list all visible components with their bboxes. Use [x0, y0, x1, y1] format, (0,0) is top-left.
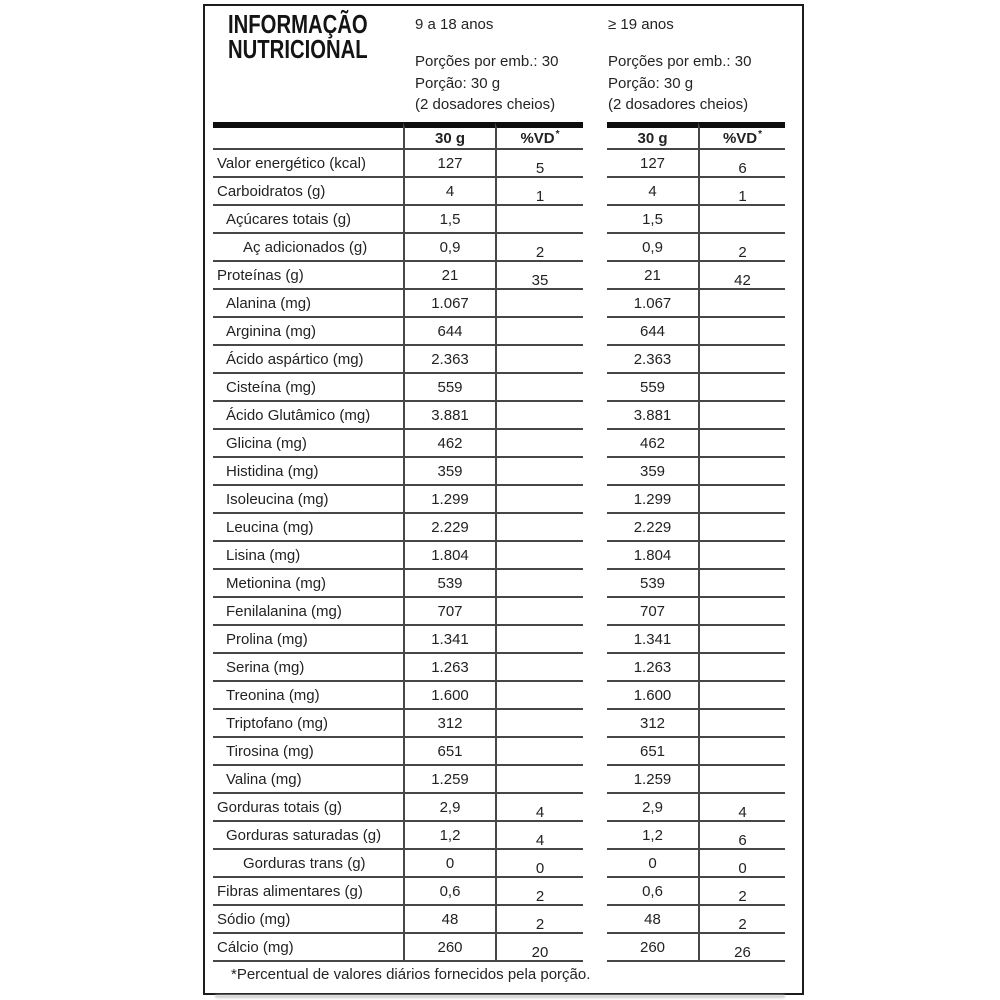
nutrient-label-cell: Triptofano (mg) [213, 710, 403, 738]
vd-cell-19plus [698, 150, 785, 178]
vd-value: 0 [738, 859, 747, 877]
amount-cell-19plus: 1.600 [607, 682, 698, 710]
amount-column-header-19plus: 30 g [607, 122, 698, 150]
vd-cell-19plus [698, 710, 785, 738]
vd-value: 4 [738, 803, 747, 821]
amount-cell-19plus: 1.299 [607, 486, 698, 514]
vd-cell-9-18 [495, 514, 583, 542]
table-row [205, 318, 802, 346]
column-gap [583, 290, 607, 318]
vd-value: 2 [535, 887, 545, 905]
amount-column-header-9-18: 30 g [403, 122, 495, 150]
nutrient-label-cell: Açúcares totais (g) [213, 206, 403, 234]
table-row [205, 346, 802, 374]
amount-cell-9-18: 359 [403, 458, 495, 486]
vd-cell-9-18 [495, 906, 583, 934]
vd-cell-9-18 [495, 766, 583, 794]
column-gap [583, 598, 607, 626]
table-row [205, 542, 802, 570]
amount-cell-9-18: 1.263 [403, 654, 495, 682]
nutrient-label-cell: Ácido Glutâmico (mg) [213, 402, 403, 430]
vd-value: 2 [738, 887, 747, 905]
nutrient-label-cell: Leucina (mg) [213, 514, 403, 542]
serving-info-19plus [608, 51, 751, 116]
vd-cell-9-18 [495, 878, 583, 906]
vd-cell-9-18 [495, 234, 583, 262]
vd-cell-9-18 [495, 850, 583, 878]
column-gap [583, 626, 607, 654]
amount-cell-9-18: 1.067 [403, 290, 495, 318]
scan-artifact-line [215, 995, 785, 998]
nutrient-label-cell: Arginina (mg) [213, 318, 403, 346]
column-gap [583, 486, 607, 514]
amount-cell-9-18: 48 [403, 906, 495, 934]
vd-cell-9-18 [495, 542, 583, 570]
vd-cell-19plus [698, 934, 785, 962]
vd-cell-9-18 [495, 318, 583, 346]
vd-cell-19plus [698, 570, 785, 598]
table-row [205, 178, 802, 206]
vd-cell-9-18 [495, 794, 583, 822]
table-row [205, 206, 802, 234]
vd-cell-19plus [698, 374, 785, 402]
amount-cell-19plus: 707 [607, 598, 698, 626]
scoops-note: (2 dosadores cheios) [415, 96, 556, 113]
column-gap [583, 346, 607, 374]
vd-cell-19plus [698, 290, 785, 318]
amount-cell-9-18: 559 [403, 374, 495, 402]
amount-cell-9-18: 707 [403, 598, 495, 626]
column-gap [583, 794, 607, 822]
vd-cell-9-18 [495, 346, 583, 374]
column-gap [583, 710, 607, 738]
nutrient-label-cell: Gorduras totais (g) [213, 794, 403, 822]
nutrient-label-cell: Sódio (mg) [213, 906, 403, 934]
amount-cell-19plus: 0 [607, 850, 698, 878]
column-gap [583, 542, 607, 570]
age-group-label-9-18: 9 a 18 anos [415, 16, 494, 33]
amount-cell-9-18: 1,5 [403, 206, 495, 234]
vd-cell-19plus [698, 430, 785, 458]
vd-cell-9-18 [495, 682, 583, 710]
vd-value: 26 [734, 943, 751, 961]
nutrient-label-cell: Gorduras trans (g) [213, 850, 403, 878]
table-row [205, 290, 802, 318]
amount-cell-9-18: 2.229 [403, 514, 495, 542]
vd-cell-19plus [698, 262, 785, 290]
nutrient-label-cell: Metionina (mg) [213, 570, 403, 598]
column-gap [583, 374, 607, 402]
column-gap [583, 234, 607, 262]
table-row [205, 710, 802, 738]
column-gap [583, 682, 607, 710]
amount-cell-19plus: 1.341 [607, 626, 698, 654]
amount-cell-9-18: 1.259 [403, 766, 495, 794]
vd-cell-9-18 [495, 430, 583, 458]
vd-cell-9-18 [495, 710, 583, 738]
vd-cell-9-18 [495, 402, 583, 430]
table-row [205, 934, 802, 962]
table-header-row [205, 122, 802, 150]
amount-cell-19plus: 539 [607, 570, 698, 598]
vd-cell-9-18 [495, 458, 583, 486]
amount-cell-19plus: 0,6 [607, 878, 698, 906]
amount-cell-19plus: 651 [607, 738, 698, 766]
amount-cell-9-18: 0,6 [403, 878, 495, 906]
column-gap [583, 766, 607, 794]
vd-value: 2 [535, 243, 545, 261]
vd-cell-9-18 [495, 626, 583, 654]
table-row [205, 262, 802, 290]
table-row [205, 654, 802, 682]
vd-cell-19plus [698, 822, 785, 850]
column-gap [583, 262, 607, 290]
column-gap [583, 822, 607, 850]
amount-cell-9-18: 3.881 [403, 402, 495, 430]
vd-cell-9-18 [495, 262, 583, 290]
vd-column-header-19plus [698, 122, 785, 150]
amount-cell-19plus: 260 [607, 934, 698, 962]
nutrient-label-cell: Serina (mg) [213, 654, 403, 682]
nutrient-label-cell: Valina (mg) [213, 766, 403, 794]
column-gap [583, 570, 607, 598]
nutrient-label-cell: Fibras alimentares (g) [213, 878, 403, 906]
amount-cell-9-18: 0,9 [403, 234, 495, 262]
vd-value: 4 [535, 803, 545, 821]
amount-cell-19plus: 1,5 [607, 206, 698, 234]
nutrient-label-cell: Proteínas (g) [213, 262, 403, 290]
vd-value: 2 [738, 243, 747, 261]
amount-cell-19plus: 312 [607, 710, 698, 738]
amount-cell-9-18: 4 [403, 178, 495, 206]
title-line-2: NUTRICIONAL [228, 34, 368, 64]
table-row [205, 766, 802, 794]
table-row [205, 402, 802, 430]
vd-value: 5 [535, 159, 545, 177]
vd-cell-19plus [698, 346, 785, 374]
nutrient-label-cell: Carboidratos (g) [213, 178, 403, 206]
title-line-1: INFORMAÇÃO [228, 9, 368, 39]
nutrient-label-cell: Prolina (mg) [213, 626, 403, 654]
column-gap [583, 430, 607, 458]
vd-cell-19plus [698, 654, 785, 682]
column-gap [583, 878, 607, 906]
vd-cell-19plus [698, 234, 785, 262]
vd-cell-19plus [698, 542, 785, 570]
vd-value: 2 [738, 915, 747, 933]
serving-info-9-18 [415, 51, 558, 116]
table-row [205, 430, 802, 458]
vd-asterisk: * [758, 128, 763, 140]
amount-cell-9-18: 1.600 [403, 682, 495, 710]
vd-cell-19plus [698, 850, 785, 878]
column-gap [583, 934, 607, 962]
scoops-note: (2 dosadores cheios) [608, 96, 749, 113]
table-row [205, 738, 802, 766]
amount-cell-19plus: 127 [607, 150, 698, 178]
nutrition-label [203, 4, 804, 995]
vd-value: 6 [738, 159, 747, 177]
amount-cell-9-18: 1,2 [403, 822, 495, 850]
table-row [205, 626, 802, 654]
vd-cell-9-18 [495, 598, 583, 626]
amount-cell-9-18: 1.299 [403, 486, 495, 514]
nutrient-label-cell: Cálcio (mg) [213, 934, 403, 962]
label-title [228, 9, 368, 64]
vd-cell-9-18 [495, 374, 583, 402]
table-row [205, 514, 802, 542]
table-row [205, 374, 802, 402]
amount-cell-19plus: 0,9 [607, 234, 698, 262]
amount-cell-19plus: 462 [607, 430, 698, 458]
column-gap [583, 906, 607, 934]
table-row [205, 458, 802, 486]
vd-value: 1 [738, 187, 747, 205]
amount-cell-9-18: 127 [403, 150, 495, 178]
vd-value: 1 [535, 187, 545, 205]
vd-cell-9-18 [495, 178, 583, 206]
vd-asterisk: * [555, 128, 560, 140]
column-gap [583, 206, 607, 234]
table-row [205, 878, 802, 906]
vd-cell-19plus [698, 626, 785, 654]
column-gap [583, 738, 607, 766]
amount-cell-19plus: 1.259 [607, 766, 698, 794]
table-row [205, 906, 802, 934]
vd-cell-9-18 [495, 206, 583, 234]
table-row [205, 794, 802, 822]
amount-cell-9-18: 21 [403, 262, 495, 290]
amount-cell-19plus: 359 [607, 458, 698, 486]
vd-column-header-9-18 [495, 122, 583, 150]
column-gap [583, 514, 607, 542]
table-row [205, 598, 802, 626]
amount-cell-19plus: 2.363 [607, 346, 698, 374]
vd-cell-9-18 [495, 150, 583, 178]
amount-cell-19plus: 559 [607, 374, 698, 402]
amount-cell-19plus: 3.881 [607, 402, 698, 430]
amount-cell-9-18: 2.363 [403, 346, 495, 374]
vd-cell-19plus [698, 878, 785, 906]
vd-cell-19plus [698, 906, 785, 934]
vd-cell-19plus [698, 206, 785, 234]
age-group-label-19plus: ≥ 19 anos [608, 16, 674, 33]
vd-cell-19plus [698, 486, 785, 514]
nutrient-label-cell: Treonina (mg) [213, 682, 403, 710]
vd-header-text: %VD [722, 129, 758, 147]
vd-cell-9-18 [495, 290, 583, 318]
table-row [205, 234, 802, 262]
amount-cell-19plus: 1.263 [607, 654, 698, 682]
vd-cell-19plus [698, 738, 785, 766]
nutrient-label-cell: Fenilalanina (mg) [213, 598, 403, 626]
amount-cell-19plus: 4 [607, 178, 698, 206]
vd-cell-19plus [698, 766, 785, 794]
servings-per-pack: Porções por emb.: 30 [608, 53, 752, 70]
amount-cell-19plus: 21 [607, 262, 698, 290]
column-gap [583, 178, 607, 206]
amount-cell-9-18: 644 [403, 318, 495, 346]
amount-cell-19plus: 2.229 [607, 514, 698, 542]
vd-cell-19plus [698, 514, 785, 542]
vd-value: 35 [531, 271, 549, 289]
servings-per-pack: Porções por emb.: 30 [415, 53, 559, 70]
vd-value: 20 [531, 943, 549, 961]
amount-cell-9-18: 539 [403, 570, 495, 598]
vd-cell-19plus [698, 178, 785, 206]
vd-value: 42 [734, 271, 751, 289]
column-gap [583, 654, 607, 682]
amount-cell-19plus: 48 [607, 906, 698, 934]
amount-cell-19plus: 644 [607, 318, 698, 346]
table-row [205, 486, 802, 514]
vd-cell-9-18 [495, 570, 583, 598]
vd-header-text: %VD [520, 129, 555, 147]
vd-cell-9-18 [495, 654, 583, 682]
vd-cell-19plus [698, 598, 785, 626]
vd-cell-19plus [698, 458, 785, 486]
amount-cell-9-18: 1.341 [403, 626, 495, 654]
amount-cell-9-18: 260 [403, 934, 495, 962]
column-gap [583, 458, 607, 486]
amount-cell-9-18: 2,9 [403, 794, 495, 822]
vd-cell-9-18 [495, 738, 583, 766]
nutrient-label-cell: Glicina (mg) [213, 430, 403, 458]
amount-cell-9-18: 0 [403, 850, 495, 878]
nutrient-label-cell: Cisteína (mg) [213, 374, 403, 402]
table-row [205, 682, 802, 710]
vd-cell-19plus [698, 402, 785, 430]
nutrient-label-cell: Gorduras saturadas (g) [213, 822, 403, 850]
vd-cell-9-18 [495, 486, 583, 514]
nutrient-label-cell: Valor energético (kcal) [213, 150, 403, 178]
column-gap [583, 402, 607, 430]
amount-cell-9-18: 651 [403, 738, 495, 766]
nutrient-label-cell: Lisina (mg) [213, 542, 403, 570]
column-gap [583, 318, 607, 346]
table-row [205, 822, 802, 850]
amount-cell-19plus: 1,2 [607, 822, 698, 850]
vd-cell-19plus [698, 318, 785, 346]
nutrient-label-cell: Isoleucina (mg) [213, 486, 403, 514]
nutrient-label-cell: Alanina (mg) [213, 290, 403, 318]
amount-cell-19plus: 2,9 [607, 794, 698, 822]
amount-cell-9-18: 1.804 [403, 542, 495, 570]
vd-value: 2 [535, 915, 545, 933]
amount-cell-19plus: 1.067 [607, 290, 698, 318]
vd-value: 4 [535, 831, 545, 849]
nutrition-table [205, 122, 802, 962]
amount-cell-9-18: 312 [403, 710, 495, 738]
header-spacer-cell [213, 122, 403, 150]
vd-cell-9-18 [495, 822, 583, 850]
portion-size: Porção: 30 g [415, 74, 501, 92]
column-gap [583, 150, 607, 178]
nutrient-label-cell: Tirosina (mg) [213, 738, 403, 766]
nutrient-label-cell: Aç adicionados (g) [213, 234, 403, 262]
vd-cell-9-18 [495, 934, 583, 962]
column-gap [583, 850, 607, 878]
nutrient-label-cell: Ácido aspártico (mg) [213, 346, 403, 374]
vd-value: 6 [738, 831, 747, 849]
amount-cell-19plus: 1.804 [607, 542, 698, 570]
portion-size: Porção: 30 g [608, 74, 694, 92]
column-gap [583, 122, 607, 150]
table-row [205, 850, 802, 878]
vd-value: 0 [535, 859, 545, 877]
amount-cell-9-18: 462 [403, 430, 495, 458]
table-row [205, 150, 802, 178]
table-row [205, 570, 802, 598]
nutrient-label-cell: Histidina (mg) [213, 458, 403, 486]
vd-cell-19plus [698, 794, 785, 822]
vd-cell-19plus [698, 682, 785, 710]
footnote: *Percentual de valores diários fornecidos pela porção. [231, 966, 591, 983]
